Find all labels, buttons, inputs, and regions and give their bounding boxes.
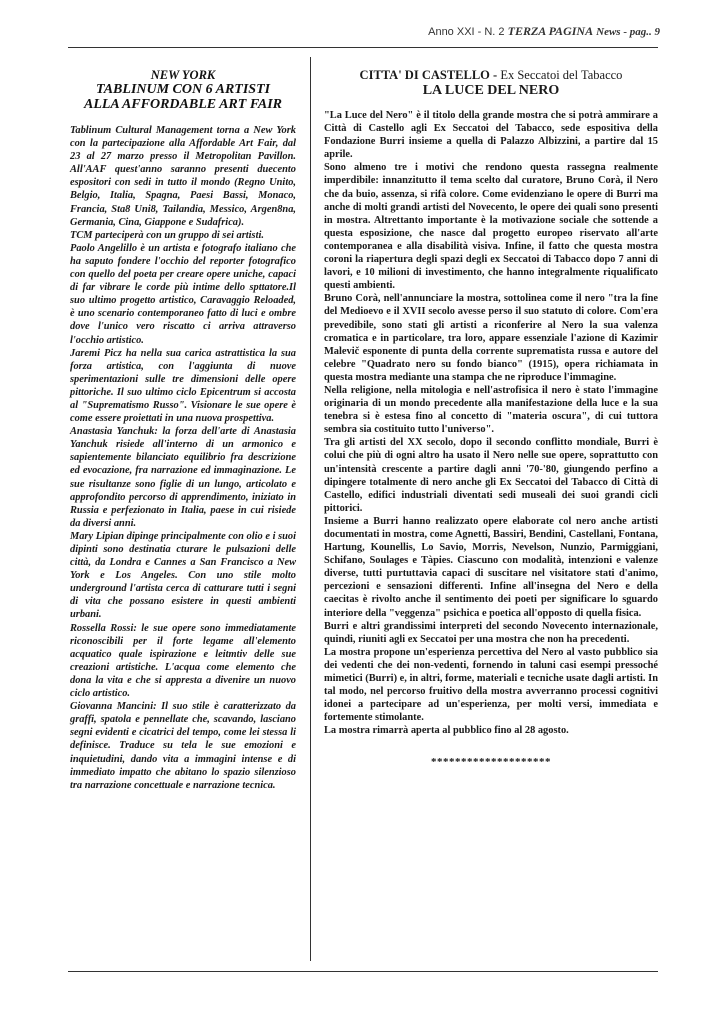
paragraph: TCM parteciperà con un gruppo di sei artisti. xyxy=(70,229,264,241)
magazine-name: TERZA PAGINA xyxy=(507,24,594,38)
page-header xyxy=(0,24,660,39)
right-article xyxy=(324,68,658,768)
left-title-line-1: NEW YORK xyxy=(150,68,216,82)
left-title-line-3: ALLA AFFORDABLE ART FAIR xyxy=(83,97,282,112)
paragraph: Jaremi Picz ha nella sua carica astrattistica la sua forza artistica, con l'aggiunta di nuove sperimentazioni sulle tre dimensioni delle opere pittoriche. Il suo ultimo ciclo Epicentrum si accosta al "Suprematismo Russo". Visionare le sue opere è come essere proiettati in una nuova prospettiva. xyxy=(70,347,296,425)
paragraph: Rossella Rossi: le sue opere sono immediatamente riconoscibili per il forte legame all'elemento acquatico quale ispirazione e leitmtiv delle sue creazioni artistiche. L'acqua come elemento che dona la vita e che si appresta a divenire un nuovo ciclo artistico. xyxy=(70,622,296,700)
paragraph: Nella religione, nella mitologia e nell'astrofisica il nero è stato l'immagine originaria di un mondo precedente alla manifestazione della luce e la sua tenebra si è estesa fino al concetto di "materia oscura", di cui tuttora sembra sia costituito tutto l'universo". xyxy=(324,384,658,436)
paragraph: Insieme a Burri hanno realizzato opere elaborate col nero anche artisti documentati in mostra, come Agnetti, Bassiri, Bendini, Castellani, Fontana, Hartung, Kounellis, Lo Savio, Morris, Nevelson, Nunzio, Parmiggiani, Schifano, Soulages e Tàpies. Ciascuno con modalità, intenzioni e valenze diverse, tutti purtuttavia capaci di suscitare nel visitatore stati d'animo, percezioni e sensazioni differenti. Infine all'insegna del Nero e della caecitas è rivolto anche il sentimento dei poeti per significare lo sguardo interiore della "veggenza" psichica e poetica all'opposto di quella fisica. xyxy=(324,515,658,619)
right-kicker: CITTA' DI CASTELLO - Ex Seccatoi del Tabacco xyxy=(359,68,623,82)
paragraph: Burri e altri grandissimi interpreti del secondo Novecento internazionale, quindi, riuniti agli ex Seccatoi per una mostra che non ha precedenti. xyxy=(324,620,658,645)
end-mark: ******************** xyxy=(431,755,551,768)
bottom-divider xyxy=(68,971,658,972)
paragraph: Tra gli artisti del XX secolo, dopo il secondo conflitto mondiale, Burri è colui che più di ogni altro ha usato il Nero nelle sue opere, soprattutto con un'intensità crescente a partire dagli anni '70-'80, giungendo perfino a dipingere totalmente di nero anche gli Ex Seccatoi del Tabacco di Città di Castello, edifici industriali diventati sedi museali dei suoi grandi cicli pittorici. xyxy=(324,437,658,514)
paragraph: Sono almeno tre i motivi che rendono questa rassegna realmente imperdibile: innanzitutto il tema scelto dal curatore, Bruno Corà, il Nero che da buio, assenza, si rifà colore. Come evidenziano le opere di Burri ma anche di molti grandi artisti del Novecento, le opere dei quali sono presenti in mostra. Altrettanto importante è la motivazione sociale che sottende a questa esposizione, che nasce dal progetto europeo riservato all'arte contemporanea e alla disabilità visiva. Infine, il fatto che questa mostra coroni la riapertura degli spazi degli ex Seccatoi di Tabacco dopo 7 anni di lavori, e 10 milioni di investimento, che hanno integralmente riqualificato questi ambienti. xyxy=(324,162,658,292)
right-kicker-venue: Ex Seccatoi del Tabacco xyxy=(500,68,623,82)
issue-number: Anno XXI - N. 2 xyxy=(428,26,505,38)
paragraph: Paolo Angelillo è un artista e fotografo italiano che ha saputo fondere l'occhio del reporter fotografico con quello del poeta per creare opere uniche, capaci di far vibrare le corde più intime dello spttatore.Il suo ultimo progetto artistico, Caravaggio Reloaded, è uno scenario contemporaneo fatto di luci e ombre dove l'unico vero riscatto ci arriva attraverso l'occhio artistico. xyxy=(70,242,296,346)
left-title-line-2: TABLINUM CON 6 ARTISTI xyxy=(95,82,271,97)
left-article-body xyxy=(70,124,296,792)
paragraph: La mostra propone un'esperienza percettiva del Nero al vasto pubblico sia dei vedenti che dei non-vedenti, fornendo in taluni casi esempi pressoché mimetici (Burri) e, in altri, forme, materiali e tecniche usate dagli artisti. In tal modo, nel percorso fruitivo della mostra avverranno processi cognitivi idonei a partecipare ad un'esperienza, per molti versi, immediata e fortemente stimolante. xyxy=(324,646,658,724)
right-title: LA LUCE DEL NERO xyxy=(422,83,560,98)
paragraph: Bruno Corà, nell'annunciare la mostra, sottolinea come il nero "tra la fine del Medioevo e il XVII secolo avesse perso il suo statuto di colore. Com'era prevedibile, sono stati gli artisti a riconferire al Nero la sua valenza cromatica e in particolare, tra loro, appare essenziale l'azione di Kazimir Malevič esponente di punta della corrente suprematista russa e autore del celebre "Quadrato nero su fondo bianco" (1915), opera richiamata in questa mostra mediante una stampa che ne riproduce l'immagine. xyxy=(324,293,658,383)
paragraph: "La Luce del Nero" è il titolo della grande mostra che si potrà ammirare a Città di Castello agli Ex Seccatoi del Tabacco, sede espositiva della Fondazione Burri insieme a quella di Palazzo Albizzini, a partire dal 15 aprile. xyxy=(324,110,658,161)
page-number: News - pag.. 9 xyxy=(596,26,660,38)
paragraph: Anastasia Yanchuk: la forza dell'arte di Anastasia Yanchuk risiede all'interno di un armonico e sapientemente bilanciato equilibrio fra descrizione ed evocazione, fra narrazione ed immaginazione. Le sue risultanze sono figlie di un lungo, articolato e approfondito percorso di apprendimento, iniziato in Russia e perfezionato in Italia, paese in cui risiede da diversi anni. xyxy=(70,426,296,529)
paragraph: Mary Lipian dipinge principalmente con olio e i suoi dipinti sono destinatia cturare le pulsazioni delle città, da Londra e Cannes a San Francisco a New York e Los Angeles. Con uno stile molto underground l'artista cerca di catturare tutti i segni di vita che possano esistere in questi ambienti urbani. xyxy=(70,530,296,621)
column-divider xyxy=(310,57,311,961)
paragraph: Giovanna Mancini: Il suo stile è caratterizzato da graffi, spatola e pennellate che, scavando, lasciano segni evidenti e cicatrici del tempo, come lei stessa li definisce. Traduce su tela le sue emozioni e inquietudini, dando vita a immagini intense e di immediato impatto che abitano lo spazio silenzioso tra narrazione concettuale e narrazione tecnica. xyxy=(70,701,296,791)
paragraph: La mostra rimarrà aperta al pubblico fino al 28 agosto. xyxy=(324,725,569,737)
right-kicker-place: CITTA' DI CASTELLO xyxy=(359,68,490,82)
right-article-body xyxy=(324,109,658,738)
top-divider xyxy=(68,47,658,48)
paragraph: Tablinum Cultural Management torna a New York con la partecipazione alla Affordable Art Fair, dal 23 al 27 marzo presso il Metropolitan Pavillon. All'AAF quest'anno saranno presenti duecento espositori con sedi in tutto il mondo (Regno Unito, Belgio, Italia, Spagna, Paesi Bassi, Monaco, Francia, Sta8 Uni8, Tailandia, Messico, Argen8na, Germania, Cina, Giappone e Sudafrica). xyxy=(70,125,296,228)
left-article xyxy=(70,68,296,792)
